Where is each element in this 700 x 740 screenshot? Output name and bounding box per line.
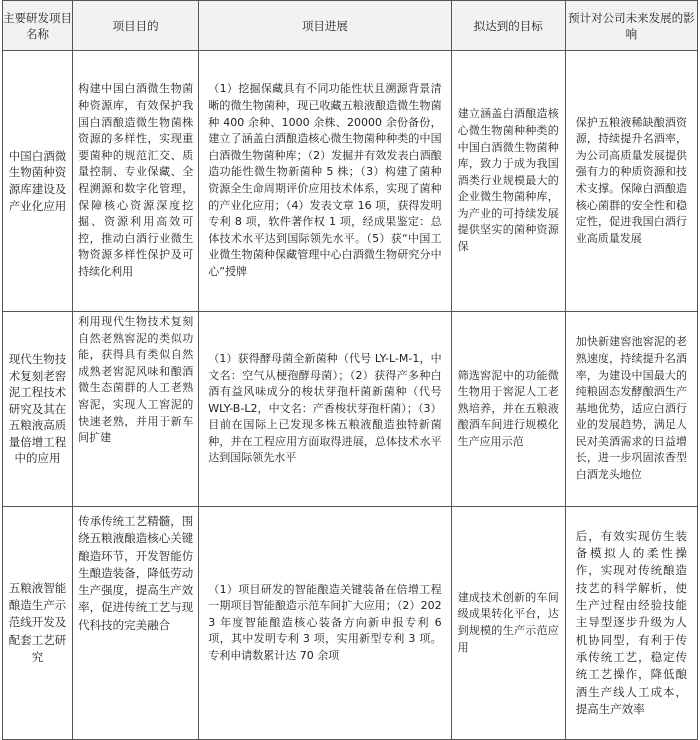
table-row <box>3 312 698 507</box>
project-impact-cell: 加快新建窖池窖泥的老熟速度，持续提升名酒率，为建设中国最大的纯粮固态发酵酿酒生产基地优势，适应白酒行业的发展趋势，满足人民对美酒需求的日益增长，进一步巩固浓香型白酒龙头地位 <box>565 312 697 507</box>
project-impact-cell: 保护五粮液稀缺酿酒资源，持续提升名酒率，为公司高质量发展提供强有力的种质资源和技术支撑。保障白酒酿造核心菌群的安全性和稳定性，促进我国白酒行业高质量发展 <box>565 51 697 312</box>
header-future-impact: 预计对公司未来发展的影响 <box>565 1 697 51</box>
project-goal-cell: 建立涵盖白酒酿造核心微生物菌种种类的中国白酒微生物菌种库，致力于成为我国酒类行业规模最大的企业微生物菌种库，为产业的可持续发展提供坚实的菌种资源保 <box>451 51 565 312</box>
project-progress-cell: （1）获得酵母菌全新菌种（代号 LY-L-M-1，中文名：空气从梗孢酵母菌）；（2）获得产多种白酒有益风味成分的梭状芽孢杆菌新菌种（代号 WLY-B-L2，中文名：产香梭状芽孢杆菌）；（3）目前在国际上已发现多株五粮液酿造独特新菌种，并在工程应用方面取得进展，总体技术水平达到国际领先水平 <box>199 312 451 507</box>
header-target-goal: 拟达到的目标 <box>451 1 565 51</box>
project-name-cell: 五粮液智能酿造生产示范线开发及配套工艺研究 <box>3 507 73 740</box>
project-purpose-cell: 构建中国白酒微生物菌种资源库，有效保护我国白酒酿造微生物菌株资源的多样性，实现重要菌种的规范汇交、质量控制、专业保藏、全程溯源和数字化管理，保障核心资源深度挖掘、资源利用高效可控，推动白酒行业微生物资源多样性保护及可持续化利用 <box>73 51 199 312</box>
header-project-purpose: 项目目的 <box>73 1 199 51</box>
project-purpose-cell: 传承传统工艺精髓，围绕五粮液酿造核心关键酿造环节，开发智能仿生酿造装备，降低劳动生产强度，提高生产效率，促进传统工艺与现代科技的完美融合 <box>73 507 199 740</box>
project-name-cell: 现代生物技术复刻老窖泥工程技术研究及其在五粮液高质量倍增工程中的应用 <box>3 312 73 507</box>
project-goal-cell: 建成技术创新的车间级成果转化平台，达到规模的生产示范应用 <box>451 507 565 740</box>
table-header-row <box>3 1 698 51</box>
header-project-name: 主要研发项目名称 <box>3 1 73 51</box>
rd-projects-table <box>2 0 698 740</box>
project-purpose-cell: 利用现代生物技术复刻自然老熟窖泥的类似功能，获得具有类似自然成熟老窖泥风味和酿酒微生态菌群的人工老熟窖泥，实现人工窖泥的快速老熟，并用于新车间扩建 <box>73 312 199 507</box>
table-row <box>3 507 698 740</box>
project-progress-cell: （1）挖掘保藏具有不同功能性状且溯源背景清晰的微生物菌种，现已收藏五粮液酿造微生物菌种 400 余种、1000 余株、20000 余份备份，建立了涵盖白酒酿造核心微生物菌种种类的中国白酒微生物菌种库；（2）发掘并有效发表白酒酿造功能性微生物新菌种 5 株；（3）构建了菌种资源全生命周期评价应用技术体系，实现了菌种的产业化应用；（4）发表文章 16 项，获得发明专利 8 项，软件著作权 1 项，经成果鉴定：总体技术水平达到国际领先水平。（5）获“中国工业微生物菌种保藏管理中心白酒微生物研究分中心”授牌 <box>199 51 451 312</box>
project-goal-cell: 筛选窖泥中的功能微生物用于窖泥人工老熟培养，并在五粮液酿酒车间进行规模化生产应用示范 <box>451 312 565 507</box>
project-progress-cell: （1）项目研发的智能酿造关键装备在倍增工程一期项目智能酿造示范车间扩大应用；（2）2023 年度智能酿造核心装备方向新申报专利 6 项，其中发明专利 3 项，实用新型专利 3 项。专利申请数累计达 70 余项 <box>199 507 451 740</box>
project-name-cell: 中国白酒微生物菌种资源库建设及产业化应用 <box>3 51 73 312</box>
table-row <box>3 51 698 312</box>
project-impact-cell: 后，有效实现仿生装备模拟人的柔性操作，实现对传统酿造技艺的科学解析，使生产过程由经验技能主导型逐步升级为人机协同型，有利于传承传统工艺，稳定传统工艺操作，降低酿酒生产线人工成本，提高生产效率 <box>565 507 697 740</box>
header-project-progress: 项目进展 <box>199 1 451 51</box>
